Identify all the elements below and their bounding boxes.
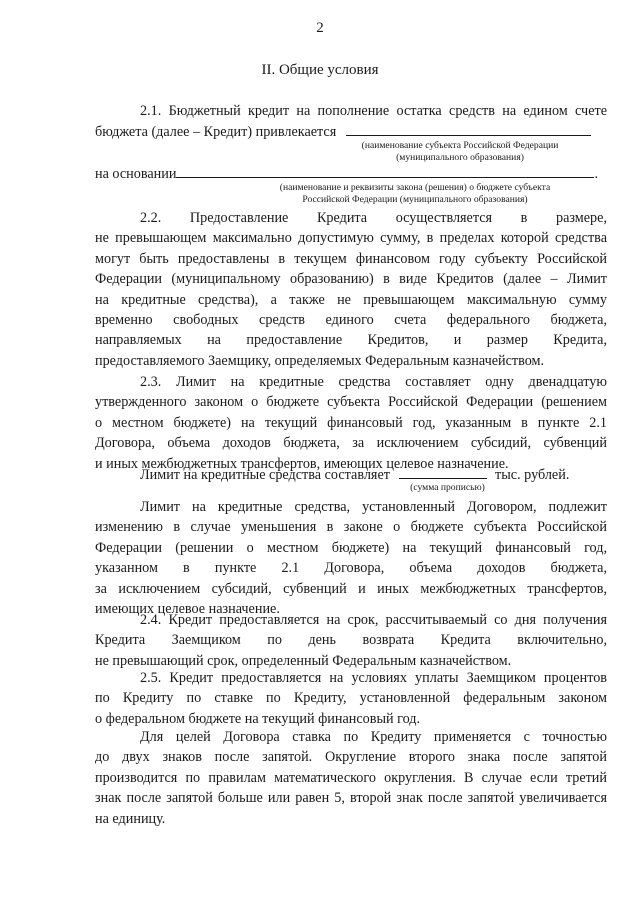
text-line: 2.2. Предоставление Кредита осуществляется в размере, xyxy=(140,210,607,226)
text-line: до двух знаков после запятой. Округление второго знака после запятой xyxy=(95,749,607,766)
text-line: 2.1. Бюджетный кредит на пополнение остатка средств на едином счете xyxy=(140,103,607,119)
text-line: 2.5. Кредит предоставляется на условиях уплаты Заемщиком процентов xyxy=(140,670,607,686)
text-line: 2.3. Лимит на кредитные средства составляет одну двенадцатую xyxy=(140,374,607,390)
text-line: на кредитные средства), а также не превышающем максимальную сумму xyxy=(95,291,607,308)
text-line: за исключением субсидий, субвенций и иных межбюджетных трансфертов, xyxy=(95,580,607,597)
text-line: могут быть предоставлены в текущем финансовом году субъекту Российской xyxy=(95,250,607,267)
text-line: не превышающий срок, определенный Федеральным казначейством. xyxy=(95,652,512,669)
caption-subject-name: (наименование субъекта Российской Федерации xyxy=(361,140,559,151)
text-line: Договора, объема доходов бюджета, за исключением субсидий, субвенций xyxy=(95,435,607,452)
text-line: направляемых на предоставление Кредитов, и размер Кредита, xyxy=(95,332,607,349)
text-line: на единицу. xyxy=(95,810,166,827)
paragraph-limit-change xyxy=(95,497,607,619)
text-line: указанном в пункте 2.1 Договора, объема доходов бюджета, xyxy=(95,560,607,577)
text-line: Лимит на кредитные средства, установленный Договором, подлежит xyxy=(140,499,607,515)
caption-amount-in-words: (сумма прописью) xyxy=(410,482,485,493)
paragraph-2-1 xyxy=(95,101,607,143)
text-line: не превышающем максимально допустимую сумму, в пределах которой средства xyxy=(95,230,607,247)
text-line: Федерации (муниципальному образованию) в виде Кредитов (далее – Лимит xyxy=(95,271,607,288)
page-number: 2 xyxy=(316,20,324,36)
text-line: временно свободных средств единого счета федерального бюджета, xyxy=(95,312,607,329)
paragraph-rate-rounding xyxy=(95,727,607,829)
text-line xyxy=(95,464,607,485)
text-line: Федерации (решении о местном бюджете) на текущий финансовый год, xyxy=(95,539,607,556)
paragraph-2-4 xyxy=(95,610,607,671)
basis-end: . xyxy=(594,166,599,182)
paragraph-2-5 xyxy=(95,668,607,729)
text-line: 2.4. Кредит предоставляется на срок, рассчитываемый со дня получения xyxy=(140,612,607,628)
text-line: Кредита Заемщиком по день возврата Кредита включительно, xyxy=(95,632,607,649)
limit-amount-fill-line xyxy=(399,464,487,479)
text-line: изменению в случае уменьшения в законе о бюджете субъекта Российской xyxy=(95,519,607,536)
limit-unit: тыс. рублей. xyxy=(495,467,570,483)
caption-law-reference: (наименование и реквизиты закона (решения) о бюджете субъекта xyxy=(279,182,551,193)
text-line: Для целей Договора ставка по Кредиту применяется с точностью xyxy=(140,729,607,745)
text-line: утвержденного законом о бюджете субъекта Российской Федерации (решением xyxy=(95,394,607,411)
limit-label: Лимит на кредитные средства составляет xyxy=(140,467,390,483)
basis-label: на основании xyxy=(95,166,177,182)
text-line: производится по правилам математического округления. В случае если третий xyxy=(95,769,607,786)
text-line: имеющих целевое назначение. xyxy=(95,601,280,618)
section-title: II. Общие условия xyxy=(261,62,379,78)
limit-line xyxy=(95,464,607,485)
text-line: по Кредиту по ставке по Кредиту, установленной федеральным законом xyxy=(95,690,607,707)
text-fragment: бюджета (далее – Кредит) привлекается xyxy=(95,124,337,141)
text-line: о федеральном бюджете на текущий финансовый год. xyxy=(95,710,421,727)
text-line: знак после запятой больше или равен 5, второй знак после запятой увеличивается xyxy=(95,790,607,807)
text-line: и иных межбюджетных трансфертов, имеющих целевое назначение. xyxy=(95,455,509,472)
paragraph-2-3 xyxy=(95,372,607,474)
basis-fill-line xyxy=(176,163,594,178)
text-line: о местном бюджете) на текущий финансовый год, указанным в пункте 2.1 xyxy=(95,414,607,431)
paragraph-2-2 xyxy=(95,208,607,371)
caption-municipality: (муниципального образования) xyxy=(396,152,524,163)
caption-law-reference-2: Российской Федерации (муниципального образования) xyxy=(302,194,528,205)
text-line: предоставляемого Заемщику, определяемых Федеральным казначейством. xyxy=(95,352,545,369)
subject-name-fill-line xyxy=(346,121,591,136)
